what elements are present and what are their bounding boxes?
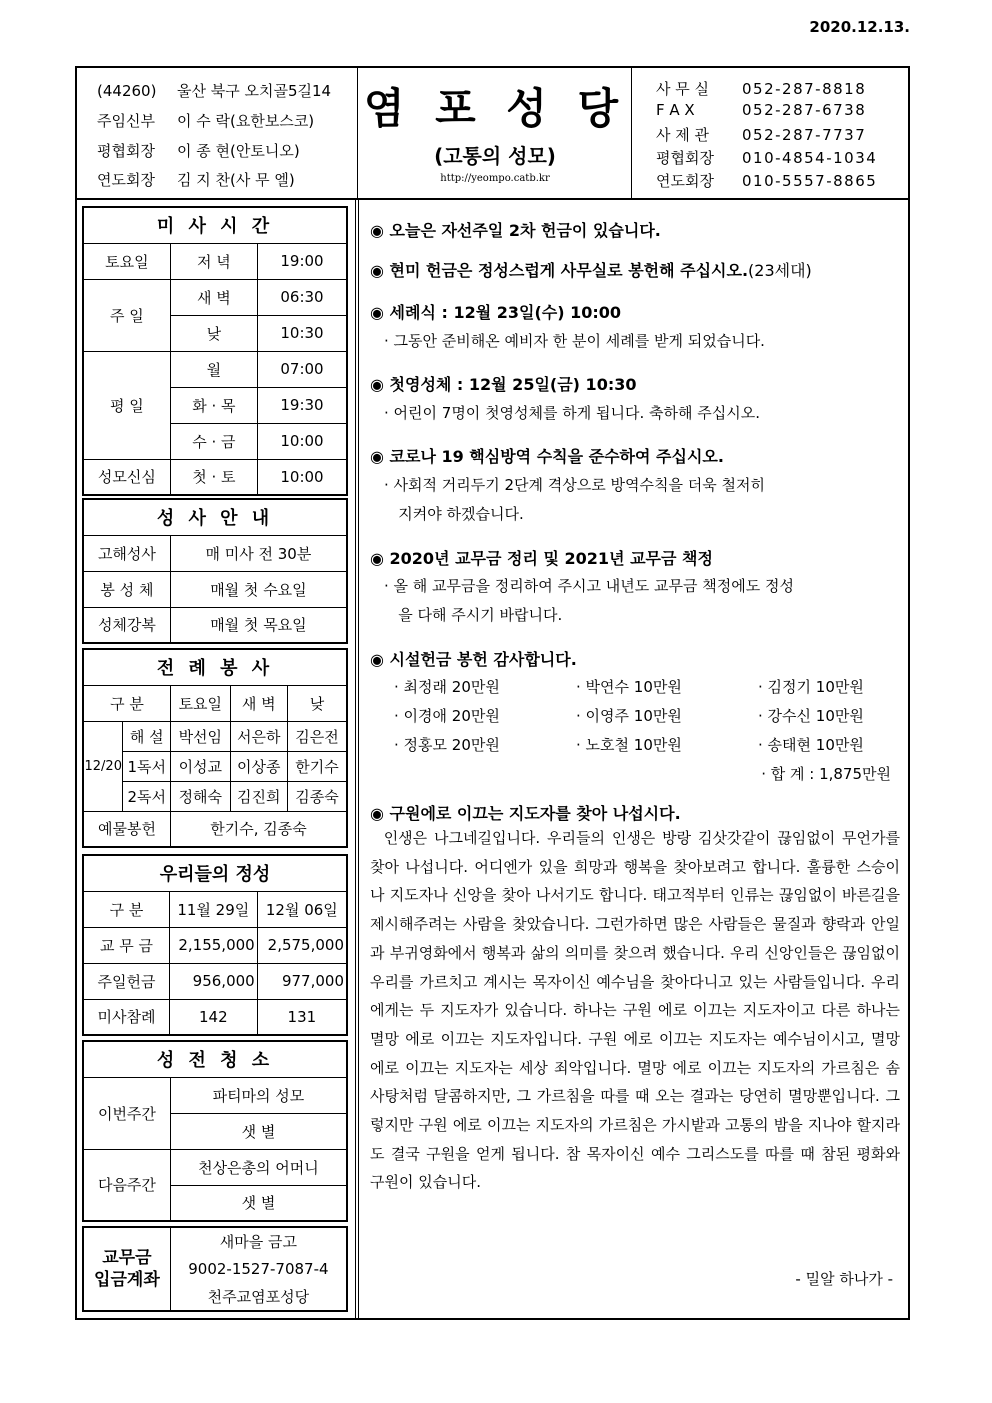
essay-text: 인생은 나그네길입니다. 우리들의 인생은 방랑 김삿갓같이 끊임없이 무언가를 찾아 나섭니다. 어디엔가 있을 희망과 행복을 찾아보려고 합니다. 훌륭한 스승이나 지도자나 신앙을 찾아 나서기도 합니다. 태고적부터 인류는 끊임없이 바른길을 제시해주려는 사람을 찾았습니다. 그런가하면 많은 사람들은 물질과 향락과 안일과 부귀영화에서 행복과 삶의 의미를 찾으려 했습니다. 우리 신앙인들은 끊임없이 우리를 가르치고 계시는 목자이신 예수님을 찾아다니고 있는 사람들입니다. 우리에게는 두 지도자가 있습니다. 하나는 구원 에로 이끄는 지도자이고 다른 하나는 멸망 에로 이끄는 지도자입니다. 구원 에로 이끄는 지도자는 예수님이시고, 멸망 에로 이끄는 지도자는 세상 죄악입니다. 멸망 에로 이끄는 지도자의 가르침은 솜사탕처럼 달콤하지만, 그 가르침을 따를 때 오는 결과는 당연히 멸망뿐입니다. 그렇지만 구원 에로 이끄는 지도자의 가르침은 가시밭과 고통의 밤을 지나야 할지라도 결국 구원을 얻게 됩니다. 참 목자이신 예수 그리스도를 따를 때 참된 평화와 구원이 있습니다. [370, 829, 905, 1192]
account-table: 교무금 입금계좌 새마을 금고 9002-1527-7087-4 천주교염포성당 [82, 1226, 348, 1312]
sacrament-title: 성 사 안 내 [83, 499, 347, 535]
donor: · 노호철 10만원 [576, 736, 682, 754]
contact-list [631, 68, 909, 198]
bulletin-header [75, 66, 910, 200]
cleaning-table: 성 전 청 소 이번주간 파티마의 성모 샛 별 다음주간 천상은총의 어머니 샛 별 [82, 1040, 348, 1222]
notice-charity: ◉ 오늘은 자선주일 2차 헌금이 있습니다. [370, 221, 661, 240]
offering-table: 우리들의 정성 구 분 11월 29일 12월 06일 교 무 금 2,155,000 2,575,000 주일헌금 956,000 977,000 미사참례 142 131 [82, 854, 348, 1036]
cleaning-title: 성 전 청 소 [83, 1041, 347, 1077]
notice-dues: ◉ 2020년 교무금 정리 및 2021년 교무금 책정 [370, 549, 713, 568]
donation-total: · 합 계 : 1,875만원 [761, 765, 891, 783]
church-title: 염 포 성 당 [363, 84, 627, 133]
essay-signature: - 밀알 하나가 - [795, 1270, 893, 1288]
donor: · 박연수 10만원 [576, 678, 682, 696]
bulletin-body [75, 200, 910, 1320]
donor: · 정홍모 20만원 [394, 736, 500, 754]
contact-office: 사 무 실 052-287-8818 [656, 80, 867, 98]
notice-leader-title: ◉ 구원에로 이끄는 지도자를 찾아 나섭시다. [370, 804, 681, 823]
donor: · 송태현 10만원 [758, 736, 864, 754]
notices: ◉ 오늘은 자선주일 2차 헌금이 있습니다. ◉ 현미 헌금은 정성스럽게 사무실로 봉헌해 주십시오.(23세대) ◉ 세례식 : 12월 23일(수) 10:00 · 그동안 준비해온 예비자 한 분이 세례를 받게 되었습니다. ◉ 첫영성체 : 12월 25일(금) 10:30 · 어린이 7명이 첫영성체를 하게 됩니다. 축하해 주십시오. ◉ 코로나 19 핵심방역 수칙을 준수하여 주십시오. · 사회적 거리두기 2단계 격상으로 방역수칙을 더욱 철저히 지켜야 하겠습니다. ◉ 2020년 교무금 정리 및 2021년 교무금 책정 · 올 해 교무금을 정리하여 주시고 내년도 교무금 책정에도 정성 을 다해 주시기 바랍니다. ◉ 시설헌금 봉헌 감사합니다. · 최정래 20만원 · 박연수 10만원 · 김정기 10만원 · 이경애 20만원 · 이영주 10만원 · 강수신 10만원 · 정홍모 20만원 · 노호철 10만원 · 송태현 10만원 · 합 계 : 1,875만원 ◉ 구원에로 이끄는 지도자를 찾아 나섭시다. 인생은 나그네길입니다. 우리들의 인생은 방랑 김삿갓같이 끊임없이 무언가를 찾아 나섭니다. 어디엔가 있을 희망과 행복을 찾아보려고 합니다. 훌륭한 스승이나 지도자나 신앙을 찾아 나서기도 합니다. 태고적부터 인류는 끊임없이 바른길을 제시해주려는 사람을 찾았습니다. 그런가하면 많은 사람들은 물질과 향락과 안일과 부귀영화에서 행복과 삶의 의미를 찾으려 했습니다. 우리 신앙인들은 끊임없이 우리를 가르치고 계시는 목자이신 예수님을 찾아다니고 있는 사람들입니다. 우리에게는 두 지도자가 있습니다. 하나는 구원 에로 이끄는 지도자이고 다른 하나는 멸망 에로 이끄는 지도자입니다. 구원 에로 이끄는 지도자는 예수님이시고, 멸망 에로 이끄는 지도자는 세상 죄악입니다. 멸망 에로 이끄는 지도자의 가르침은 솜사탕처럼 달콤하지만, 그 가르침을 따를 때 오는 결과는 당연히 멸망뿐입니다. 그렇지만 구원 에로 이끄는 지도자의 가르침은 가시밭과 고통의 밤을 지나야 할지라도 결국 구원을 얻게 됩니다. 참 목자이신 예수 그리스도를 따를 때 참된 평화와 구원이 있습니다. - 밀알 하나가 - [364, 200, 909, 1318]
liturgy-title: 전 례 봉 사 [83, 649, 347, 685]
contact-fax: F A X 052-287-6738 [656, 101, 867, 119]
pastor-row: 주임신부 이 수 락(요한보스코) [97, 112, 315, 130]
notice-covid: ◉ 코로나 19 핵심방역 수칙을 준수하여 주십시오. [370, 447, 724, 466]
contact-council: 평협회장 010-4854-1034 [656, 149, 878, 167]
donor: · 이경애 20만원 [394, 707, 500, 725]
parish-info [77, 68, 358, 198]
notice-first-communion: ◉ 첫영성체 : 12월 25일(금) 10:30 [370, 375, 637, 394]
column-divider [358, 200, 359, 1318]
account-label: 교무금 입금계좌 [83, 1227, 170, 1311]
notice-baptism: ◉ 세례식 : 12월 23일(수) 10:00 [370, 303, 622, 322]
contact-rectory: 사 제 관 052-287-7737 [656, 126, 867, 144]
donor: · 강수신 10만원 [758, 707, 864, 725]
notice-rice-offering: ◉ 현미 헌금은 정성스럽게 사무실로 봉헌해 주십시오.(23세대) [370, 261, 812, 280]
mass-times-table: 미 사 시 간 토요일 저 녁 19:00 주 일 새 벽 06:30 낮 10:30 평 일 월 07:00 화 · 목 19:30 수 · 금 10:00 성모신심 첫 · 토 10:00 [82, 206, 348, 496]
council-president-row: 평협회장 이 종 현(안토니오) [97, 142, 300, 160]
donor: · 최정래 20만원 [394, 678, 500, 696]
account-number: 9002-1527-7087-4 [170, 1255, 347, 1283]
contact-prayer: 연도회장 010-5557-8865 [656, 172, 878, 190]
offering-title: 우리들의 정성 [83, 855, 347, 891]
sidebar [77, 200, 356, 1318]
address-row: (44260) 울산 북구 오치골5길14 [97, 82, 332, 100]
church-url[interactable]: http://yeompo.catb.kr [440, 173, 550, 184]
donor: · 김정기 10만원 [758, 678, 864, 696]
prayer-president-row: 연도회장 김 지 찬(사 무 엘) [97, 171, 295, 189]
mass-times-title: 미 사 시 간 [83, 207, 347, 243]
notice-facility-offering: ◉ 시설헌금 봉헌 감사합니다. [370, 650, 577, 669]
church-name-block [359, 68, 631, 198]
church-subtitle: (고통의 성모) [434, 144, 556, 168]
donor: · 이영주 10만원 [576, 707, 682, 725]
liturgy-table: 전 례 봉 사 구 분 토요일 새 벽 낮 12/20 해 설 박선임 서은하 김은전 1독서 이성교 이상종 한기수 2독서 정해숙 김진희 김종숙 예물봉헌 한기수, 김종숙 [82, 648, 348, 848]
bulletin-date: 2020.12.13. [809, 18, 910, 36]
sacrament-table: 성 사 안 내 고해성사 매 미사 전 30분 봉 성 체 매월 첫 수요일 성체강복 매월 첫 목요일 [82, 498, 348, 644]
